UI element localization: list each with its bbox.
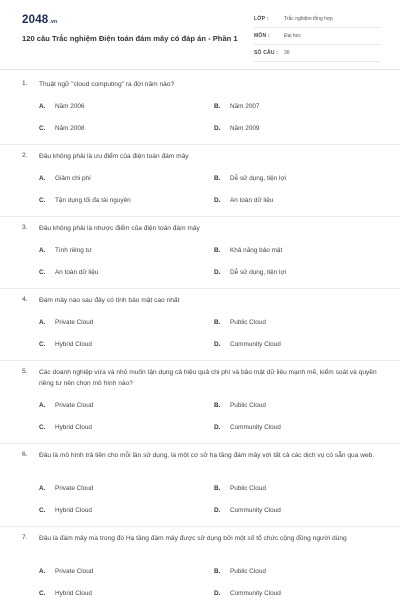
option-b[interactable] xyxy=(214,485,266,492)
option-letter: A. xyxy=(39,175,46,182)
option-text: Năm 2007 xyxy=(230,103,260,110)
option-a[interactable] xyxy=(39,568,93,575)
meta-subject-value: Đại học xyxy=(284,33,301,39)
option-b[interactable] xyxy=(214,319,266,326)
option-b[interactable] xyxy=(214,402,266,409)
option-text: Khả năng bảo mật xyxy=(230,247,283,254)
option-text: Public Cloud xyxy=(230,402,266,409)
option-text: Public Cloud xyxy=(230,319,266,326)
question-number: 5. xyxy=(22,368,28,375)
option-a[interactable] xyxy=(39,175,91,182)
option-d[interactable] xyxy=(214,197,273,204)
option-text: Public Cloud xyxy=(230,568,266,575)
option-letter: D. xyxy=(214,507,221,514)
option-b[interactable] xyxy=(214,568,266,575)
option-d[interactable] xyxy=(214,269,286,276)
question-divider xyxy=(0,216,400,217)
option-text: Hybrid Cloud xyxy=(55,341,92,348)
option-text: Dễ sử dụng, tiện lợi xyxy=(230,175,287,182)
option-letter: A. xyxy=(39,103,46,110)
option-text: An toàn dữ liệu xyxy=(55,269,99,276)
option-text: Tính riêng tư xyxy=(55,247,92,254)
option-text: Private Cloud xyxy=(55,319,94,326)
option-letter: C. xyxy=(39,197,46,204)
worksheet-header xyxy=(22,14,380,74)
option-a[interactable] xyxy=(39,485,93,492)
option-text: Private Cloud xyxy=(55,402,94,409)
option-text: Community Cloud xyxy=(230,590,281,597)
option-text: Community Cloud xyxy=(230,424,281,431)
meta-class-key: LỚP : xyxy=(254,16,269,22)
option-letter: A. xyxy=(39,247,46,254)
question-divider xyxy=(0,288,400,289)
document-title: 120 câu Trắc nghiệm Điện toán đám mây có đáp án - Phần 1 xyxy=(22,34,238,43)
option-d[interactable] xyxy=(214,590,281,597)
option-text: Community Cloud xyxy=(230,341,281,348)
option-d[interactable] xyxy=(214,341,281,348)
meta-subject-key: MÔN : xyxy=(254,33,270,39)
option-letter: A. xyxy=(39,319,46,326)
question-text: Đâu là mô hình trả tiền cho mỗi lần sử dụng, là một cơ sở hạ tầng đám mây với tất cả các dịch vụ có sẵn qua web. xyxy=(39,452,375,459)
question-text: Các doanh nghiệp vừa và nhỏ muốn tận dụng cả hiệu quả chi phí và bảo mật dữ liệu mạnh mẽ, kiểm soát và quyền riêng tư nên chọn mô hình nào? xyxy=(39,369,377,387)
option-text: Community Cloud xyxy=(230,507,281,514)
question-number: 3. xyxy=(22,224,28,231)
option-text: Hybrid Cloud xyxy=(55,507,92,514)
option-letter: C. xyxy=(39,269,46,276)
site-logo[interactable] xyxy=(22,14,57,26)
option-letter: B. xyxy=(214,319,221,326)
question-divider xyxy=(0,144,400,145)
option-d[interactable] xyxy=(214,424,281,431)
document-meta xyxy=(254,14,380,62)
question-divider xyxy=(0,443,400,444)
option-letter: A. xyxy=(39,568,46,575)
option-text: Private Cloud xyxy=(55,485,94,492)
option-text: Dễ sử dụng, tiện lợi xyxy=(230,269,287,276)
question-number: 2. xyxy=(22,152,28,159)
header-divider xyxy=(0,69,400,70)
option-text: Năm 2006 xyxy=(55,103,85,110)
option-letter: B. xyxy=(214,103,221,110)
option-b[interactable] xyxy=(214,175,286,182)
option-text: Hybrid Cloud xyxy=(55,424,92,431)
question-divider xyxy=(0,360,400,361)
option-c[interactable] xyxy=(39,507,92,514)
option-c[interactable] xyxy=(39,269,98,276)
option-c[interactable] xyxy=(39,590,92,597)
option-letter: A. xyxy=(39,485,46,492)
option-letter: B. xyxy=(214,247,221,254)
option-text: Hybrid Cloud xyxy=(55,590,92,597)
option-letter: D. xyxy=(214,197,221,204)
option-text: Năm 2008 xyxy=(55,125,85,132)
option-c[interactable] xyxy=(39,424,92,431)
question-text: Đâu là đám mây mà trong đó Hạ tầng đám mây được sử dụng bởi một số tổ chức cộng đồng người dùng xyxy=(39,535,347,542)
option-letter: C. xyxy=(39,507,46,514)
option-letter: A. xyxy=(39,402,46,409)
meta-subject xyxy=(254,31,380,45)
option-letter: B. xyxy=(214,568,221,575)
meta-count-value: 30 xyxy=(284,50,290,56)
option-letter: B. xyxy=(214,485,221,492)
option-d[interactable] xyxy=(214,507,281,514)
option-letter: D. xyxy=(214,341,221,348)
option-c[interactable] xyxy=(39,341,92,348)
option-letter: D. xyxy=(214,590,221,597)
option-c[interactable] xyxy=(39,197,131,204)
option-letter: B. xyxy=(214,175,221,182)
question-divider xyxy=(0,526,400,527)
option-b[interactable] xyxy=(214,103,260,110)
option-letter: C. xyxy=(39,125,46,132)
question-number: 4. xyxy=(22,296,28,303)
question-text: Thuật ngữ "cloud computing" ra đời năm nào? xyxy=(39,81,175,88)
option-letter: C. xyxy=(39,341,46,348)
question-number: 6. xyxy=(22,451,28,458)
question-text: Đám mây nào sau đây có tính bảo mật cao nhất xyxy=(39,297,180,304)
logo-main: 2048 xyxy=(22,14,49,26)
meta-class-value: Trắc nghiệm tổng hợp xyxy=(284,16,333,22)
option-letter: D. xyxy=(214,424,221,431)
option-text: Public Cloud xyxy=(230,485,266,492)
option-letter: B. xyxy=(214,402,221,409)
option-text: An toàn dữ liệu xyxy=(230,197,274,204)
meta-count-key: SỐ CÂU : xyxy=(254,50,279,56)
logo-suffix: .vn xyxy=(49,19,58,25)
question-number: 7. xyxy=(22,534,28,541)
option-letter: D. xyxy=(214,269,221,276)
option-a[interactable] xyxy=(39,103,85,110)
option-text: Tận dụng tối đa tài nguyên xyxy=(55,197,131,204)
option-text: Private Cloud xyxy=(55,568,94,575)
option-d[interactable] xyxy=(214,125,260,132)
question-number: 1. xyxy=(22,80,28,87)
option-c[interactable] xyxy=(39,125,85,132)
option-a[interactable] xyxy=(39,402,93,409)
option-a[interactable] xyxy=(39,247,92,254)
option-text: Năm 2009 xyxy=(230,125,260,132)
option-b[interactable] xyxy=(214,247,282,254)
question-text: Đâu không phải là ưu điểm của điện toán đám mây xyxy=(39,153,189,160)
option-text: Giảm chi phí xyxy=(55,175,91,182)
option-letter: C. xyxy=(39,590,46,597)
meta-class xyxy=(254,14,380,28)
option-a[interactable] xyxy=(39,319,93,326)
question-text: Đâu không phải là nhược điểm của điện toán đám mây xyxy=(39,225,200,232)
option-letter: D. xyxy=(214,125,221,132)
meta-count xyxy=(254,48,380,62)
option-letter: C. xyxy=(39,424,46,431)
